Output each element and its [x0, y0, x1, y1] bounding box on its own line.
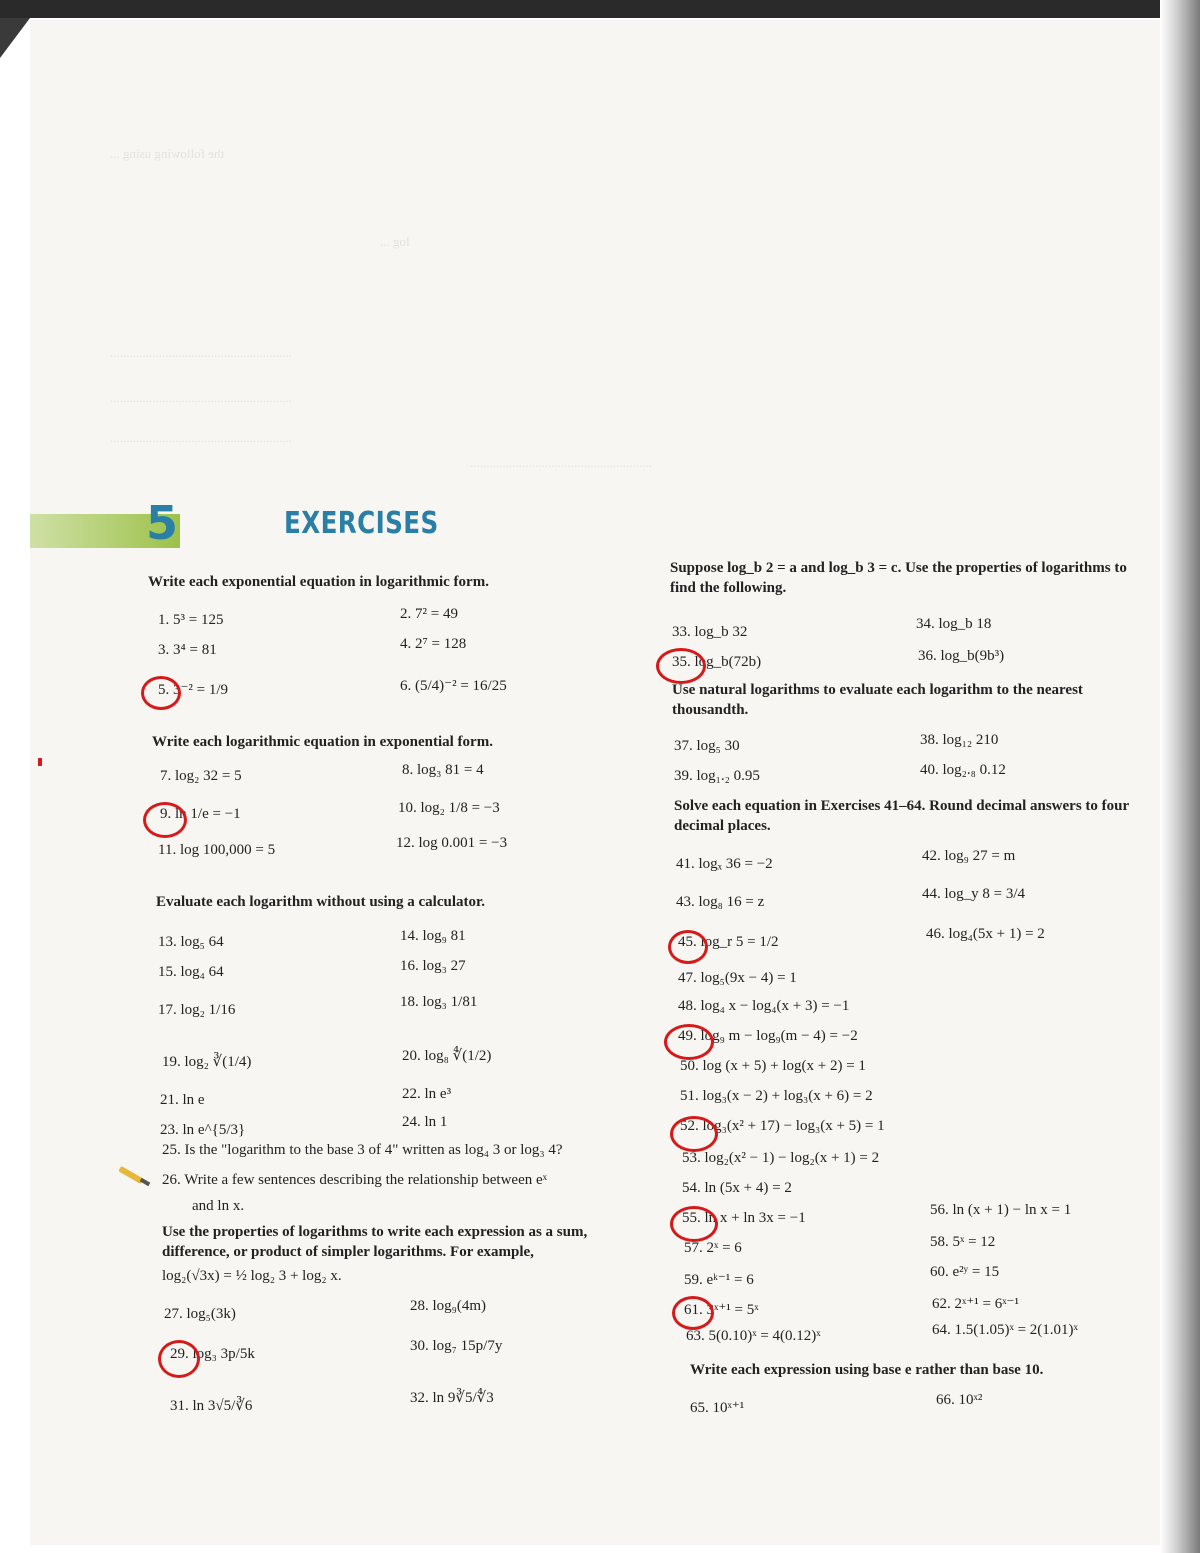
exercise-28: 28. log₉(4m) [410, 1298, 487, 1314]
exercise-62: 62. 2ˣ⁺¹ = 6ˣ⁻¹ [932, 1296, 1019, 1312]
section-number: 5 [146, 496, 179, 550]
exercise-53: 53. log₂(x² − 1) − log₂(x + 1) = 2 [682, 1150, 880, 1166]
exercise-40: 40. log₂.₈ 0.12 [920, 762, 1006, 778]
exercise-22: 22. ln e³ [402, 1086, 452, 1102]
exercise-26: 26. Write a few sentences describing the relationship between eˣ [162, 1172, 547, 1188]
exercise-29: 29. log₃ 3p/5k [170, 1346, 255, 1362]
exercise-8: 8. log₃ 81 = 4 [402, 762, 484, 778]
exercise-61: 61. 3ˣ⁺¹ = 5ˣ [684, 1302, 759, 1318]
exercise-11: 11. log 100,000 = 5 [158, 842, 276, 858]
exercise-57: 57. 2ˣ = 6 [684, 1240, 742, 1256]
annotation-circle [141, 676, 181, 710]
instruction-exponential-to-log: Write each exponential equation in logarithmic form. [148, 574, 489, 590]
exercise-12: 12. log 0.001 = −3 [396, 835, 508, 851]
exercise-14: 14. log₉ 81 [400, 928, 466, 944]
annotation-circle [672, 1296, 714, 1330]
exercise-17: 17. log₂ 1/16 [158, 1002, 236, 1018]
exercise-55: 55. ln x + ln 3x = −1 [682, 1210, 806, 1226]
exercise-42: 42. log₉ 27 = m [922, 848, 1016, 864]
exercise-6: 6. (5/4)⁻² = 16/25 [400, 678, 507, 694]
exercise-34: 34. log_b 18 [916, 616, 992, 632]
exercise-59: 59. eᵏ⁻¹ = 6 [684, 1272, 754, 1288]
exercise-27: 27. log₅(3k) [164, 1306, 236, 1322]
exercise-45: 45. log_r 5 = 1/2 [678, 934, 779, 950]
exercise-35: 35. log_b(72b) [672, 654, 762, 670]
exercise-1: 1. 5³ = 125 [158, 612, 224, 628]
exercise-38: 38. log₁₂ 210 [920, 732, 999, 748]
exercise-52: 52. log₃(x² + 17) − log₃(x + 5) = 1 [680, 1118, 885, 1134]
exercise-5: 5. 3⁻² = 1/9 [158, 682, 229, 698]
instruction-base-e: Write each expression using base e rather than base 10. [690, 1362, 1044, 1378]
exercise-60: 60. e²ʸ = 15 [930, 1264, 1000, 1280]
exercise-56: 56. ln (x + 1) − ln x = 1 [930, 1202, 1072, 1218]
scan-edge-right [1160, 0, 1200, 1553]
exercise-41: 41. logₓ 36 = −2 [676, 856, 773, 872]
exercise-7: 7. log₂ 32 = 5 [160, 768, 242, 784]
exercise-24: 24. ln 1 [402, 1114, 448, 1130]
exercise-33: 33. log_b 32 [672, 624, 748, 640]
exercise-49: 49. log₉ m − log₉(m − 4) = −2 [678, 1028, 858, 1044]
exercise-15: 15. log₄ 64 [158, 964, 224, 980]
bleed-through-text: log ... [380, 234, 410, 249]
exercise-30: 30. log₇ 15p/7y [410, 1338, 503, 1354]
exercise-25: 25. Is the "logarithm to the base 3 of 4" written as log₄ 3 or log₃ 4? [162, 1142, 563, 1158]
annotation-circle [158, 1340, 200, 1378]
exercise-46: 46. log₄(5x + 1) = 2 [926, 926, 1045, 942]
scan-edge-left [0, 18, 30, 58]
exercise-64: 64. 1.5(1.05)ˣ = 2(1.01)ˣ [932, 1322, 1078, 1338]
annotation-circle [668, 930, 708, 964]
exercise-20: 20. log₈ ∜(1/2) [402, 1048, 492, 1064]
exercise-9: 9. ln 1/e = −1 [160, 806, 241, 822]
exercise-50: 50. log (x + 5) + log(x + 2) = 1 [680, 1058, 866, 1074]
exercise-65: 65. 10ˣ⁺¹ [690, 1400, 745, 1416]
bleed-through-text: the following using ... [110, 146, 225, 161]
exercise-66: 66. 10ˣ² [936, 1392, 983, 1408]
bleed-through-text: ........................................................ [110, 430, 292, 445]
exercise-26-continued: and ln x. [192, 1198, 245, 1214]
exercise-51: 51. log₃(x − 2) + log₃(x + 6) = 2 [680, 1088, 873, 1104]
exercise-31: 31. ln 3√5/∛6 [170, 1398, 253, 1414]
annotation-circle [670, 1116, 718, 1152]
exercise-32: 32. ln 9∛5/∜3 [410, 1390, 494, 1406]
exercise-58: 58. 5ˣ = 12 [930, 1234, 996, 1250]
instruction-log-to-exponential: Write each logarithmic equation in exponential form. [152, 734, 493, 750]
exercise-18: 18. log₃ 1/81 [400, 994, 478, 1010]
exercise-21: 21. ln e [160, 1092, 205, 1108]
section-title: EXERCISES [284, 506, 439, 541]
exercise-63: 63. 5(0.10)ˣ = 4(0.12)ˣ [686, 1328, 821, 1344]
annotation-circle [656, 648, 706, 684]
exercise-37: 37. log₅ 30 [674, 738, 740, 754]
instruction-suppose: Suppose log_b 2 = a and log_b 3 = c. Use the properties of logarithms to find the following. [670, 560, 1127, 596]
exercise-2: 2. 7² = 49 [400, 606, 458, 622]
instruction-natural-logs: Use natural logarithms to evaluate each logarithm to the nearest thousandth. [672, 682, 1083, 718]
instruction-solve: Solve each equation in Exercises 41–64. Round decimal answers to four decimal places. [674, 798, 1129, 834]
exercise-47: 47. log₅(9x − 4) = 1 [678, 970, 797, 986]
exercise-16: 16. log₃ 27 [400, 958, 466, 974]
exercise-54: 54. ln (5x + 4) = 2 [682, 1180, 792, 1196]
exercise-13: 13. log₅ 64 [158, 934, 224, 950]
exercise-36: 36. log_b(9b³) [918, 648, 1005, 664]
instruction-properties: Use the properties of logarithms to write each expression as a sum, difference, or product of simpler logarithms. For example, [162, 1224, 588, 1260]
exercise-48: 48. log₄ x − log₄(x + 3) = −1 [678, 998, 850, 1014]
instruction-example: log₂(√3x) = ½ log₂ 3 + log₂ x. [162, 1268, 342, 1284]
exercise-19: 19. log₂ ∛(1/4) [162, 1054, 252, 1070]
exercise-23: 23. ln e^{5/3} [160, 1122, 246, 1138]
annotation-circle [664, 1024, 714, 1060]
instruction-evaluate-logs: Evaluate each logarithm without using a calculator. [156, 894, 486, 910]
bleed-through-text: ........................................................ [110, 390, 292, 405]
bleed-through-text: ........................................................ [470, 455, 652, 470]
exercise-3: 3. 3⁴ = 81 [158, 642, 217, 658]
scan-edge-top [0, 0, 1200, 18]
annotation-circle [143, 802, 187, 838]
exercise-39: 39. log₁.₂ 0.95 [674, 768, 760, 784]
annotation-circle [670, 1206, 718, 1242]
exercise-44: 44. log_y 8 = 3/4 [922, 886, 1026, 902]
exercise-4: 4. 2⁷ = 128 [400, 636, 467, 652]
exercise-43: 43. log₈ 16 = z [676, 894, 765, 910]
red-mark [38, 758, 42, 766]
bleed-through-text: ........................................................ [110, 345, 292, 360]
exercise-10: 10. log₂ 1/8 = −3 [398, 800, 500, 816]
